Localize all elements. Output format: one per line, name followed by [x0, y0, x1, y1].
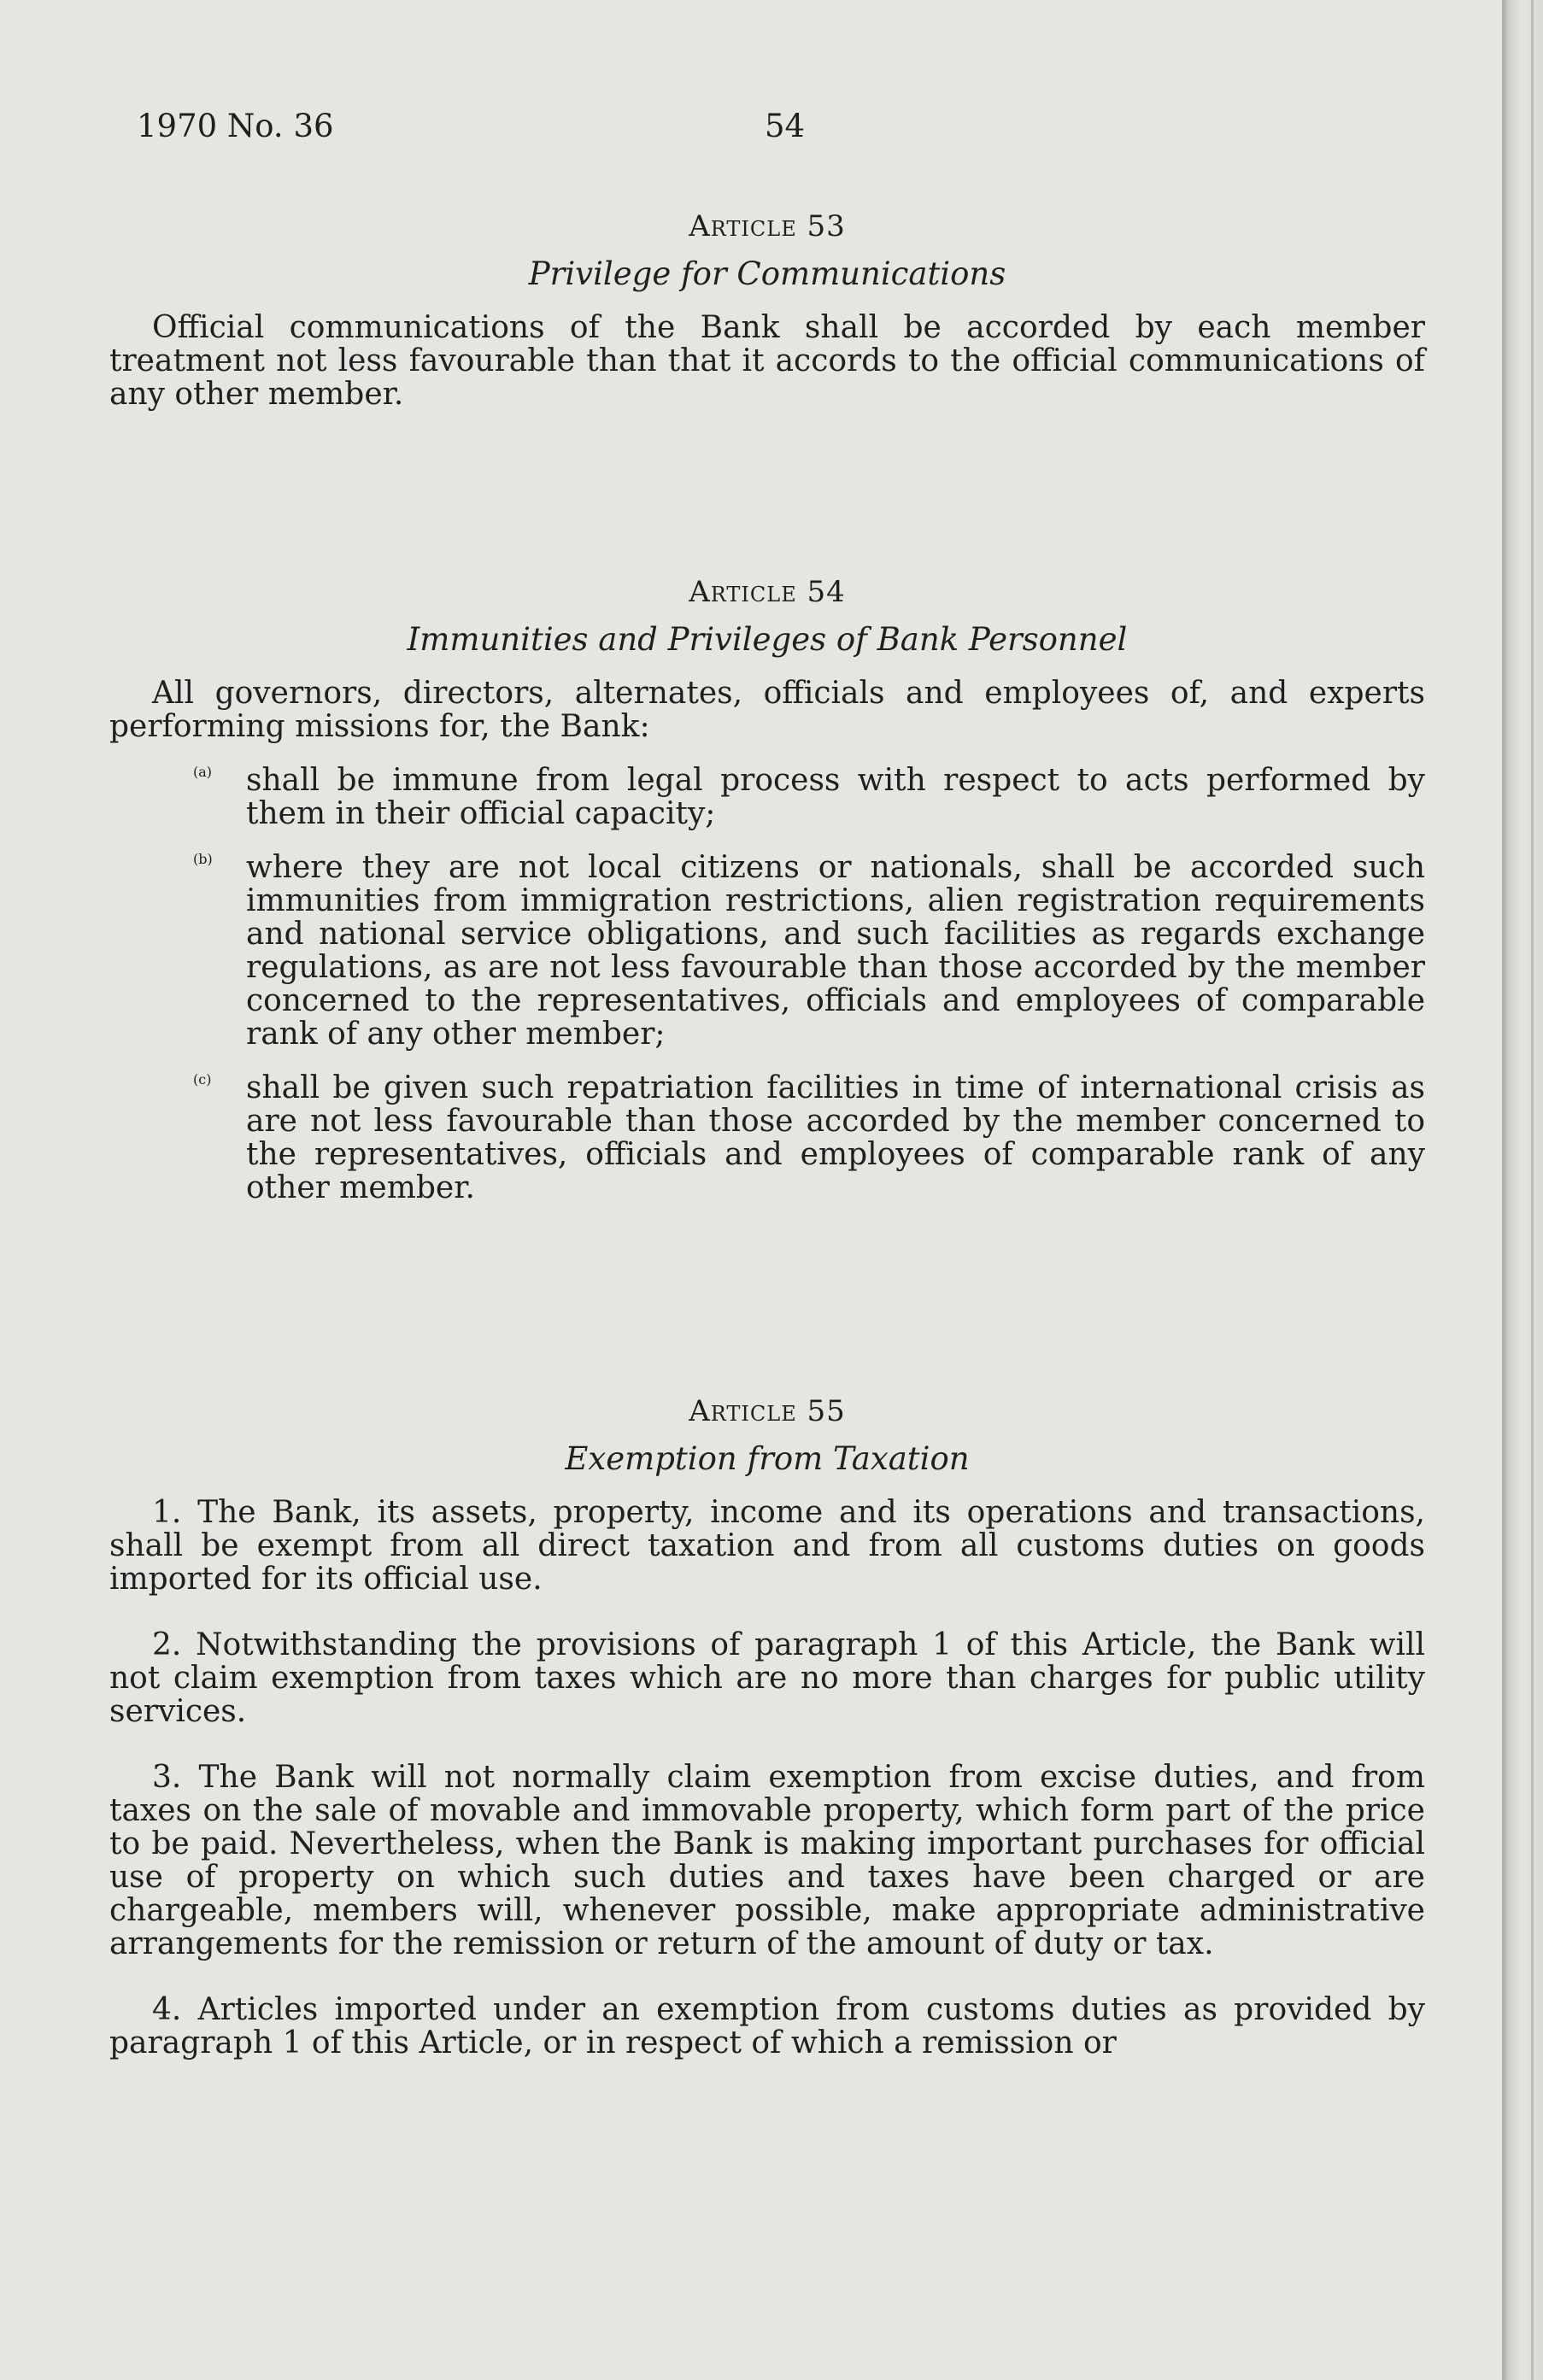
numbered-paragraph: 4. Articles imported under an exemption from customs duties as provided by paragraph 1 of this Article, or in respect of which a remission or	[109, 1992, 1425, 2061]
article-number: Article 55	[689, 1394, 846, 1428]
article-53	[109, 209, 1425, 411]
statute-reference: 1970 No. 36	[137, 108, 334, 144]
article-title: Exemption from Taxation	[565, 1440, 970, 1477]
article-54	[109, 575, 1425, 1205]
list-item-text: where they are not local citizens or nationals, shall be accorded such immunities from immigration restrictions, alien registration requirements and national service obligations, and such facilities as regards exchange regulations, as are not less favourable than those accorded by the member concerned to the representatives, officials and employees of comparable rank of any other member;	[246, 850, 1425, 1052]
running-head	[137, 108, 1427, 152]
list-item-label: (b)	[193, 851, 213, 867]
list-item	[109, 764, 1425, 830]
article-title: Privilege for Communications	[528, 255, 1006, 292]
article-number: Article 53	[689, 209, 846, 243]
document-body	[109, 209, 1425, 2060]
list-item	[109, 851, 1425, 1051]
article-55	[109, 1394, 1425, 2060]
article-paragraph: All governors, directors, alternates, officials and employees of, and experts performing missions for, the Bank:	[109, 676, 1425, 744]
vertical-gap	[109, 411, 1425, 575]
numbered-paragraph: 1. The Bank, its assets, property, income and its operations and transactions, shall be exempt from all direct taxation and from all customs duties on goods imported for its official use.	[109, 1495, 1425, 1597]
list-item-label: (a)	[193, 764, 213, 780]
vertical-gap	[109, 1205, 1425, 1394]
list-item-text: shall be immune from legal process with respect to acts performed by them in their official capacity;	[246, 763, 1425, 831]
list-item-text: shall be given such repatriation facilities in time of international crisis as are not less favourable than those accorded by the member concerned to the representatives, officials and employees of comparable rank of any other member.	[246, 1070, 1425, 1205]
page-number: 54	[765, 108, 806, 144]
numbered-paragraph: 3. The Bank will not normally claim exemption from excise duties, and from taxes on the sale of movable and immovable property, which form part of the price to be paid. Nevertheless, when the Bank is making important purchases for official use of property on which such duties and taxes have been charged or are chargeable, members will, whenever possible, make appropriate administrative arrangements for the remission or return of the amount of duty or tax.	[109, 1760, 1425, 1961]
numbered-paragraph: 2. Notwithstanding the provisions of paragraph 1 of this Article, the Bank will not claim exemption from taxes which are no more than charges for public utility services.	[109, 1627, 1425, 1729]
list-item	[109, 1071, 1425, 1205]
list-item-label: (c)	[193, 1071, 212, 1087]
article-number: Article 54	[689, 575, 846, 609]
article-paragraph: Official communications of the Bank shall be accorded by each member treatment not less favourable than that it accords to the official communications of any other member.	[109, 310, 1425, 412]
article-title: Immunities and Privileges of Bank Personnel	[407, 621, 1128, 658]
page-edge-shadow	[1502, 0, 1543, 2380]
page-edge-line	[1531, 0, 1534, 2380]
